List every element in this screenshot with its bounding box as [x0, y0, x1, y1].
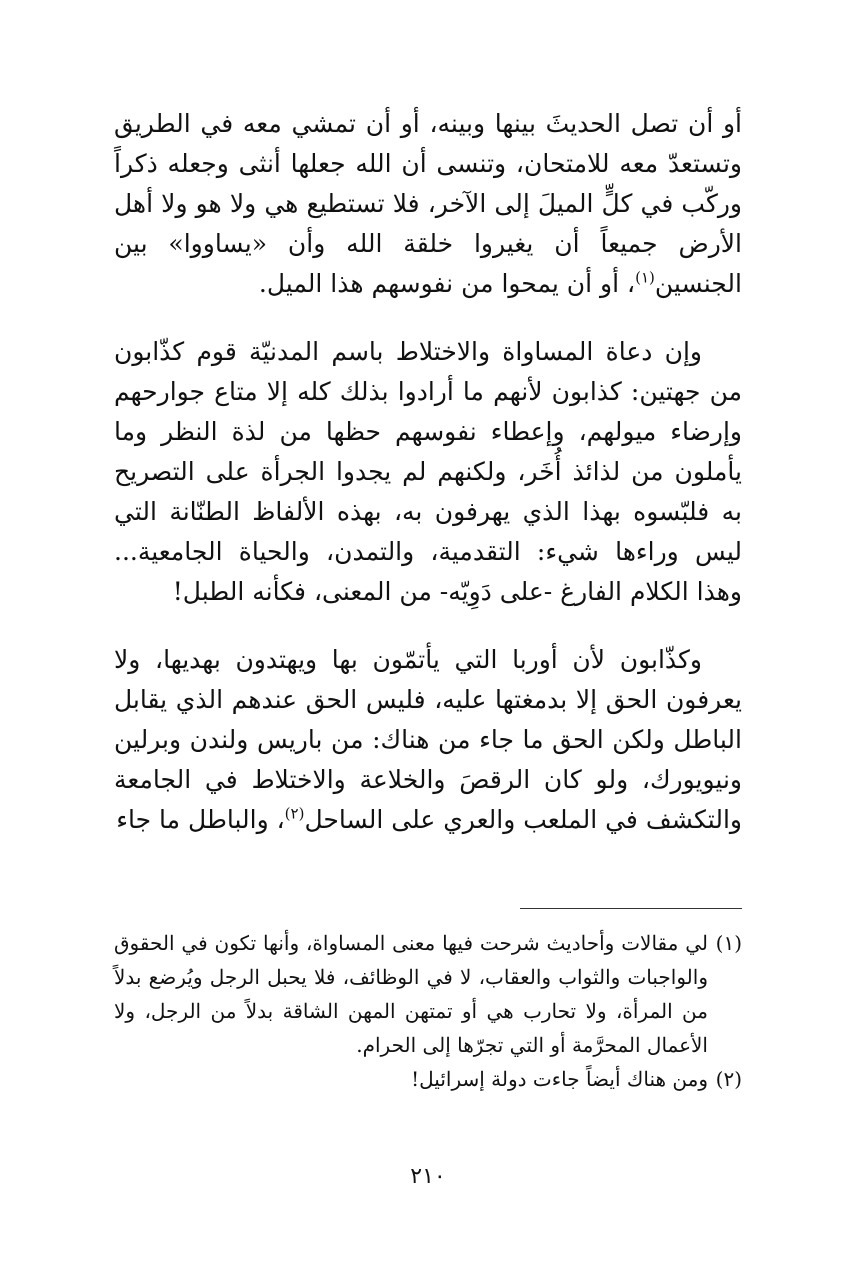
paragraph-1: [114, 104, 742, 304]
paragraph-spacer: [114, 304, 742, 332]
paragraph-spacer: [114, 612, 742, 640]
footnote-ref-1: (١): [635, 268, 655, 287]
main-text: [114, 104, 742, 840]
paragraph-3-text-b: ، والباطل ما جاء: [116, 805, 285, 834]
footnotes: [114, 926, 742, 1096]
footnote-2: [114, 1062, 742, 1096]
paragraph-3-text-a: وكذّابون لأن أوربا التي يأتمّون بها ويهتدون بهديها، ولا يعرفون الحق إلا بدمغتها عليه، فليس الحق عندهم الذي يقابل الباطل ولكن الحق ما جاء من هناك: من باريس ولندن وبرلين ونيويورك، ولو كان الرقصَ والخلاعة والاختلاط في الجامعة والتكشف في الملعب والعري على الساحل: [114, 645, 742, 834]
footnote-ref-2: (٢): [284, 804, 305, 823]
paragraph-2: [114, 332, 742, 612]
footnote-1: [114, 926, 742, 1062]
paragraph-2-text: وإن دعاة المساواة والاختلاط باسم المدنيّة قوم كذّابون من جهتين: كذابون لأنهم ما أرادوا بذلك كله إلا متاع جوارحهم وإرضاء ميولهم، وإعطاء نفوسهم حظها من لذة النظر وما يأملون من لذائذ أُخَر، ولكنهم لم يجدوا الجرأة على التصريح به فلبّسوه بهذا الذي يهرفون به، بهذه الألفاظ الطنّانة التي ليس وراءها شيء: التقدمية، والتمدن، والحياة الجامعية... وهذا الكلام الفارغ -على دَوِيّه- من المعنى، فكأنه الطبل!: [114, 337, 742, 606]
footnote-2-number: (٢): [715, 1067, 742, 1091]
footnote-1-text: لي مقالات وأحاديث شرحت فيها معنى المساواة، وأنها تكون في الحقوق والواجبات والثواب والعقاب، لا في الوظائف، فلا يحبل الرجل ويُرضع بدلاً من المرأة، ولا تحارب هي أو تمتهن المهن الشاقة بدلاً من الرجل، ولا الأعمال المحرَّمة أو التي تجرّها إلى الحرام.: [114, 931, 708, 1057]
footnote-2-text: ومن هناك أيضاً جاءت دولة إسرائيل!: [411, 1067, 708, 1091]
paragraph-1-text-a: أو أن تصل الحديثَ بينها وبينه، أو أن تمشي معه في الطريق وتستعدّ معه للامتحان، وتنسى أن الله جعلها أنثى وجعله ذكراً وركّب في كلٍّ الميلَ إلى الآخر، فلا تستطيع هي ولا هو ولا أهل الأرض جميعاً أن يغيروا خلقة الله وأن «يساووا» بين الجنسين: [114, 109, 742, 298]
footnote-separator: [520, 908, 742, 909]
footnote-1-number: (١): [715, 931, 742, 955]
paragraph-3: [114, 640, 742, 840]
page-number: ٢١٠: [410, 1164, 446, 1189]
paragraph-1-text-b: ، أو أن يمحوا من نفوسهم هذا الميل.: [258, 269, 636, 298]
